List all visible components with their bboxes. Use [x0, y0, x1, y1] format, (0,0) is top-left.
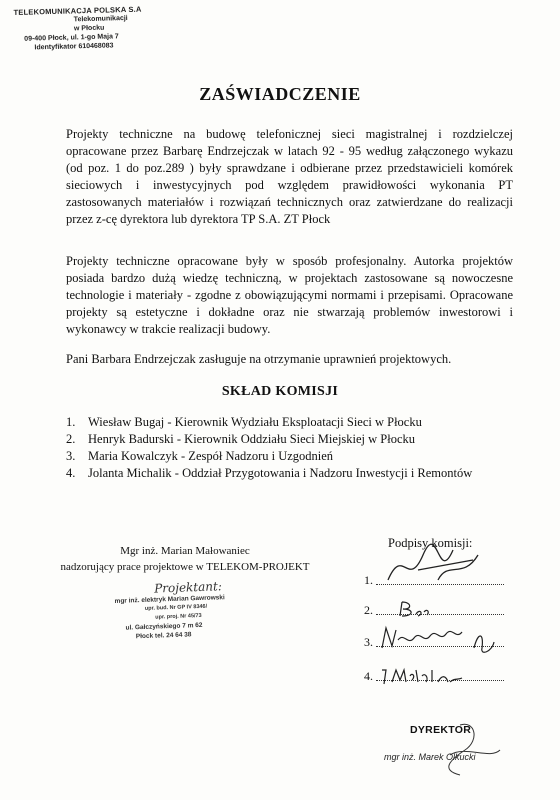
signatures-heading: Podpisy komisji: [388, 536, 473, 550]
stamp-line: upr. proj. Nr 45/73 [155, 612, 202, 621]
paragraph-1: Projekty techniczne na budowę telefonicznej sieci magistralnej i rozdzielczej opracowane przez Barbarę Endrzejczak w latach 92 - 95 według załączonego wykazu (od poz. 1 do poz.289 ) były sprawdzane i odbierane przez przedstawicieli komórek sieciowych i inwestycyjnych pod względem prawidłowości wykonania PT zastosowanych materiałów i rozwiązań technicznych oraz zatwierdzane do realizacji przez z-cę dyrektora lub dyrektora TP S.A. ZT Płock [66, 127, 513, 226]
designer-stamp [114, 580, 286, 642]
signature-scribble [378, 550, 488, 590]
member-text: Maria Kowalczyk - Zespół Nadzoru i Uzgodnień [88, 449, 334, 463]
list-item [66, 448, 513, 465]
document-title: ZAŚWIADCZENIE [199, 84, 361, 104]
signature-line-1: 1. [364, 568, 504, 588]
signature-scribble [378, 626, 498, 652]
commission-heading: SKŁAD KOMISJI [221, 384, 339, 399]
member-text: Jolanta Michalik - Oddział Przygotowania i Nadzoru Inwestycji i Remontów [88, 466, 473, 480]
item-number: 3. [66, 449, 76, 463]
stamp-line: w Płocku [73, 24, 105, 33]
signature-line-2: 2. [364, 598, 504, 618]
commission-list [66, 414, 513, 482]
list-item [66, 431, 513, 448]
item-number: 4. [66, 466, 76, 480]
item-number: 1. [66, 415, 76, 429]
supervisor-name: Mgr inż. Marian Małowaniec [120, 545, 250, 557]
signature-line-4: 4. [364, 664, 504, 684]
signature-scribble [378, 600, 438, 620]
paragraph-3: Pani Barbara Endrzejczak zasługuje na otrzymanie uprawnień projektowych. [66, 352, 452, 366]
stamp-line: Identyfikator 610468083 [34, 42, 114, 52]
stamp-line: Telekomunikacji [73, 14, 128, 24]
director-name: mgr inż. Marek Olkucki [384, 752, 476, 762]
paragraph-2: Projekty techniczne opracowane były w sposób profesjonalny. Autorka projektów posiada bardzo dużą wiedzę techniczną, w projektach zastosowane są nowoczesne technologie i materiały - zgodne z obowiązującymi normami i przepisami. Opracowane projekty są estetyczne i dokładne oraz nie stwarzają problemów inwestorowi i wykonawcy w trakcie realizacji budowy. [66, 254, 513, 336]
item-number: 2. [66, 432, 76, 446]
supervisor-role: nadzorujący prace projektowe w TELEKOM-PROJEKT [60, 561, 310, 573]
supervisor-block [40, 543, 330, 575]
signature-line-3: 3. [364, 630, 504, 650]
member-text: Henryk Badurski - Kierownik Oddziału Sieci Miejskiej w Płocku [88, 432, 416, 446]
list-item [66, 414, 513, 431]
designer-handwritten-label: Projektant: [153, 579, 223, 596]
director-title: DYREKTOR [410, 724, 472, 736]
member-text: Wiesław Bugaj - Kierownik Wydziału Eksploatacji Sieci w Płocku [88, 415, 422, 429]
stamp-line: TELEKOMUNIKACJA POLSKA S.A [13, 4, 142, 17]
stamp-line: 09-400 Płock, ul. 1-go Maja 7 [24, 33, 119, 43]
signature-scribble [378, 666, 468, 686]
stamp-line: ul. Gałczyńskiego 7 m 62 [125, 621, 203, 632]
stamp-line: upr. bud. Nr GP IV 8346/ [144, 603, 208, 612]
stamp-line: Płock tel. 24 64 38 [135, 631, 192, 641]
company-stamp [13, 4, 164, 53]
list-item [66, 465, 513, 482]
stamp-line: mgr inż. elektryk Marian Gawrowski [114, 594, 225, 605]
